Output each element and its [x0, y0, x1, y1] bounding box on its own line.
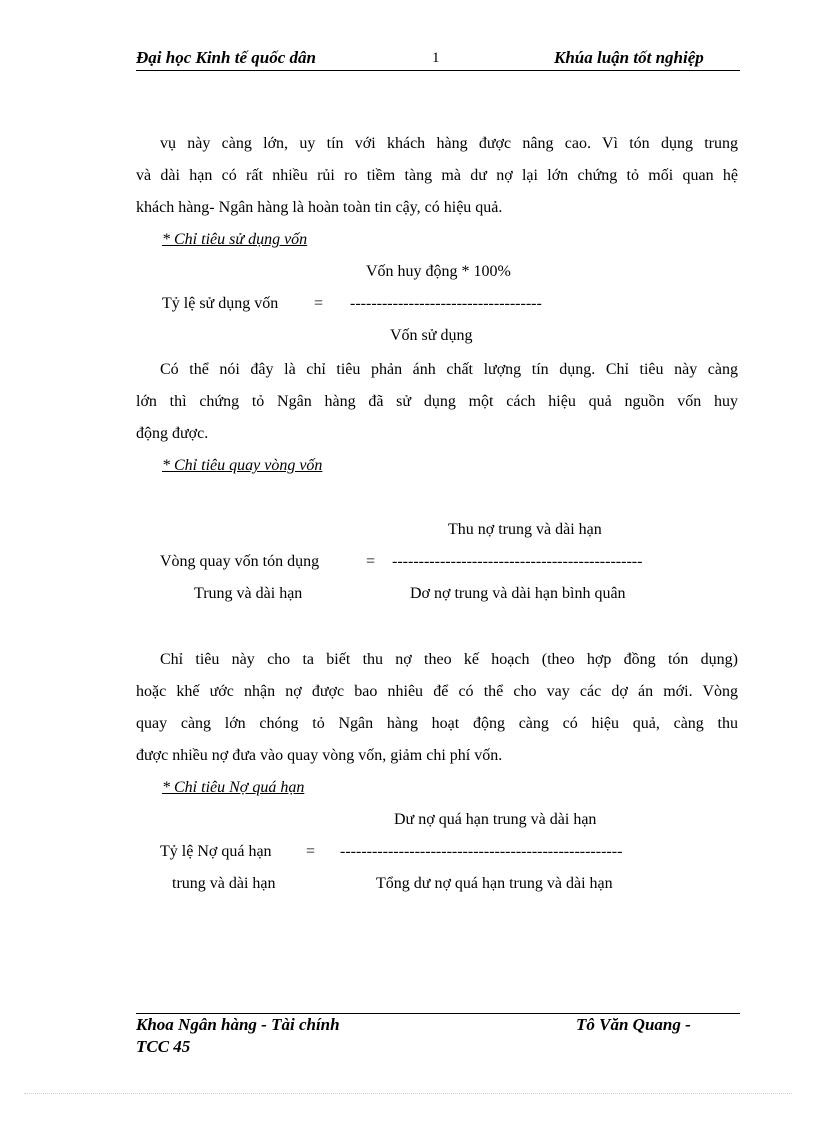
formula3-label-line2: trung và dài hạn — [172, 875, 276, 892]
formula2-numerator: Thu nợ trung và dài hạn — [448, 521, 602, 538]
formula1-label: Tỷ lệ sử dụng vốn — [162, 295, 279, 312]
section-heading-capital-turnover: * Chỉ tiêu quay vòng vốn — [162, 457, 323, 474]
formula2-label: Vòng quay vốn tón dụng — [160, 553, 320, 570]
formula2-label-line2: Trung và dài hạn — [194, 585, 303, 602]
page-number: 1 — [432, 50, 440, 66]
text-line: và dài hạn có rất nhiều rủi ro tiềm tàng mà dư nợ lại lớn chứng tỏ mối quan hệ — [136, 167, 738, 184]
paragraph-2 — [136, 354, 738, 450]
formula1-equals: = — [314, 295, 324, 312]
text-line: Có thể nói đây là chỉ tiêu phản ánh chất lượng tín dụng. Chỉ tiêu này càng — [160, 361, 738, 378]
formula3-numerator: Dư nợ quá hạn trung và dài hạn — [394, 811, 597, 828]
formula2-denominator: Dơ nợ trung và dài hạn bình quân — [410, 585, 626, 602]
text-line: được nhiều nợ đưa vào quay vòng vốn, giảm chi phí vốn. — [136, 747, 503, 764]
formula3-fraction-bar: ----------------------------------------------------- — [340, 843, 623, 860]
text-line: động được. — [136, 425, 209, 442]
footer-author: Tô Văn Quang - — [576, 1015, 691, 1034]
text-line: khách hàng- Ngân hàng là hoàn toàn tin cậy, có hiệu quả. — [136, 199, 503, 216]
formula3-denominator: Tổng dư nợ quá hạn trung và dài hạn — [376, 875, 613, 892]
header-institution: Đại học Kinh tế quốc dân — [136, 48, 316, 67]
text-line: quay càng lớn chóng tỏ Ngân hàng hoạt động càng có hiệu quả, càng thu — [136, 715, 738, 732]
page-bottom-border — [24, 1093, 792, 1094]
footer-faculty: Khoa Ngân hàng - Tài chính — [136, 1015, 340, 1034]
footer-class: TCC 45 — [136, 1037, 191, 1056]
section-heading-overdue-debt: * Chỉ tiêu Nợ quá hạn — [162, 779, 305, 796]
header-document-type: Khúa luận tốt nghiệp — [554, 48, 704, 67]
formula2-equals: = — [366, 553, 376, 570]
section-heading-capital-usage: * Chỉ tiêu sử dụng vốn — [162, 231, 308, 248]
text-line: hoặc khế ước nhận nợ được bao nhiêu để có thể cho vay các dợ án mới. Vòng — [136, 683, 738, 700]
header-rule — [136, 70, 740, 71]
formula1-denominator: Vốn sử dụng — [390, 327, 473, 344]
formula3-label: Tỷ lệ Nợ quá hạn — [160, 843, 272, 860]
formula2-fraction-bar: ----------------------------------------------- — [392, 553, 643, 570]
paragraph-1 — [136, 128, 738, 224]
paragraph-3 — [136, 644, 738, 772]
formula1-numerator: Vốn huy động * 100% — [366, 263, 511, 280]
text-line: vụ này càng lớn, uy tín với khách hàng được nâng cao. Vì tón dụng trung — [160, 135, 738, 152]
text-line: Chỉ tiêu này cho ta biết thu nợ theo kế hoạch (theo hợp đồng tón dụng) — [160, 651, 738, 668]
formula3-equals: = — [306, 843, 316, 860]
text-line: lớn thì chứng tỏ Ngân hàng đã sử dụng một cách hiệu quả nguồn vốn huy — [136, 393, 738, 410]
formula1-fraction-bar: ------------------------------------ — [350, 295, 542, 312]
footer-rule — [136, 1013, 740, 1014]
